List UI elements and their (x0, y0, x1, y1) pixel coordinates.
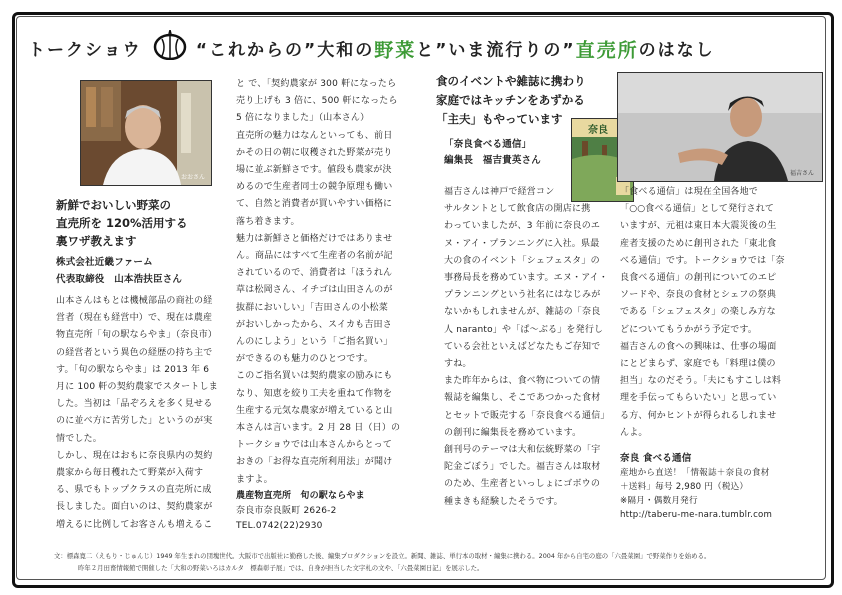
right-headline-line: 食のイベントや雑誌に携わり (436, 74, 586, 88)
body-line: すね。 (444, 359, 472, 370)
body-line: 落ち着きます。 (236, 216, 300, 227)
left-headline-line: 直売所を 120%活用する (56, 216, 188, 230)
body-line: 山本さんはもとは機械部品の商社の経 (56, 296, 213, 306)
body-line: 大の食のイベント「シェフェスタ」の (444, 255, 600, 266)
title-highlight-direct-shop: 直売所 (575, 39, 639, 62)
body-line: にとどまらず、家庭でも「料理は僕の (620, 359, 776, 370)
body-line: の経営者という異色の経歴の持ち主で (56, 347, 213, 358)
left-headline-line: 裏ワザ教えます (56, 234, 137, 248)
body-line: 陀金ごぼう」でした。福吉さんは取材 (444, 462, 601, 473)
body-line: ん。商品にはすべて生産者の名前が記 (236, 251, 393, 262)
body-line: である「シェフェスタ」の楽しみ方な (620, 307, 776, 318)
body-line: めるので生産者同士の競争原理も働い (236, 182, 393, 193)
speaker-magazine: 「奈良食べる通信」 (444, 139, 532, 150)
body-line: なり、知恵を絞り工夫を重ねて作物を (236, 388, 393, 399)
body-line: る方、何かヒントが得られるしれませ (620, 410, 777, 421)
body-line: トークショウでは山本さんからとって (236, 440, 393, 451)
speaker-name: 編集長 福吉貴英さん (444, 155, 542, 166)
right-headline-line: 「主夫」もやっています (436, 112, 563, 126)
author-footer (54, 550, 814, 574)
magazine-info-line: 産地から直送！「情報誌＋奈良の食材 (620, 468, 770, 478)
middle-body (236, 76, 416, 489)
body-line: しかし、現在はおもに奈良県内の契約 (56, 450, 213, 461)
title-prefix: トークショウ (28, 40, 142, 61)
body-line: て、自然と消費者が買いやすい価格に (236, 199, 393, 210)
right-body-a (444, 184, 620, 511)
body-line: のに並べ方に苦労した」というのが実 (56, 416, 213, 427)
melon-icon (153, 30, 187, 71)
body-line: のため、生産者といっしょにゴボウの (444, 479, 601, 490)
title-part3: のはなし (638, 40, 715, 61)
body-line: 長しました。面白いのは、契約農家が (56, 502, 213, 513)
body-line: 報誌を編集し、そこであつかった食材 (444, 393, 601, 404)
body-line: ができるのも魅力のひとつです。 (236, 354, 374, 365)
body-line: かその日の朝に収穫された野菜が売り (236, 147, 393, 158)
body-line: 直売所の魅力はなんといっても、前日 (236, 130, 393, 141)
body-line: いますが、元祖は東日本大震災後の生 (620, 221, 777, 232)
body-line: ソードや、奈良の食材とシェフの祭典 (620, 290, 777, 301)
body-line: 産者支援のために創刊された「東北食 (620, 238, 777, 249)
body-line: る、県でもトップクラスの直売所に成 (56, 485, 212, 496)
title-part1: “これからの”大和の (195, 40, 375, 61)
body-line: 農家から毎日穫れたて野菜が入荷す (56, 468, 204, 479)
body-line: 魅力は新鮮さと価格だけではありませ (236, 233, 393, 244)
title-part2: と”いま流行りの” (416, 40, 576, 61)
shop-info (236, 489, 416, 534)
body-line: んのにしよう」という「ご指名買い」 (236, 337, 393, 348)
body-line: わっていましたが、3 年前に奈良のエ (444, 221, 601, 232)
body-line: ますよ。 (236, 474, 273, 485)
body-line: 営者（現在も経営中）で、現在は農産 (56, 313, 213, 324)
body-line: どについてもうかがう予定です。 (620, 324, 758, 335)
body-line: プランニングという社名にはなじみが (444, 290, 601, 301)
body-line: 事務局長を務めています。エヌ・アイ・ (444, 273, 609, 284)
body-line: 増えるに比例してお客さんも増えるこ (56, 519, 213, 530)
body-line: 売り上げも 3 倍に、500 軒になったら (236, 96, 398, 107)
left-headline-line: 新鮮でおいしい野菜の (56, 198, 171, 212)
body-line: 「○○食べる通信」として発行されて (620, 204, 775, 215)
right-headline-line: 家庭ではキッチンをあずかる (436, 93, 585, 107)
body-line: サルタントとして飲食店の開店に携 (444, 204, 591, 215)
body-line: おきの「お得な直売所利用法」が聞け (236, 457, 393, 468)
body-line: 理を手伝ってもらいたい」と思ってい (620, 393, 777, 404)
body-line: ヌ・アイ・プランニングに入社。県最 (444, 238, 600, 249)
body-line: されているので、消費者は「ほうれん (236, 268, 393, 279)
left-body (56, 293, 228, 534)
body-line: また昨年からは、食べ物についての情 (444, 376, 601, 387)
footer-line: 昨年２月田畜情報館で開催した「大和の野菜いろはカルタ 標森彰子展」では、自身が担当した文字札の文や、「六畳菜園日記」を展示した。 (78, 564, 484, 572)
magazine-info-title: 奈良 食べる通信 (620, 453, 692, 464)
body-line: とセットで販売する「奈良食べる通信」 (444, 410, 610, 421)
right-speaker (444, 137, 574, 169)
yamamoto-photo-caption: おおさん (180, 174, 205, 181)
body-line: 創刊号のテーマは大和伝統野菜の「宇 (444, 445, 601, 456)
magazine-title: 奈良 (588, 125, 608, 136)
body-line: 「食べる通信」は現在全国各地で (620, 187, 759, 197)
left-headline (56, 196, 226, 250)
body-line: べる通信」です。トークショウでは「奈 (620, 255, 785, 266)
footer-line: 文：標森寛二（えもり・じゅんじ）1949 年生まれの団塊世代。大阪市で出版社に勤務した後、編集プロダクションを設立。新聞、雑誌、単行本の取材・編集に携わる。2004 年から自宅の庭の「六畳菜園」で野菜作りを始める。 (54, 552, 711, 560)
body-line: 物直売所「旬の駅ならやま」（奈良市） (56, 330, 218, 341)
body-line: 草は松岡さん、イチゴは山田さんのが (236, 285, 393, 296)
body-line: 抜群においしい」「吉田さんの小松菜 (236, 302, 388, 313)
body-line: んよ。 (620, 427, 648, 438)
body-line: ないかもしれませんが、雑誌の「奈良 (444, 307, 601, 318)
body-line: 情でした。 (56, 433, 103, 444)
body-line: 場に並ぶ新鮮さです。値段も農家が決 (236, 165, 392, 176)
shop-tel: TEL.0742(22)2930 (236, 521, 323, 531)
body-line: ている会社といえばどなたもご存知で (444, 341, 601, 352)
magazine-info (620, 452, 816, 522)
body-line: がおいしかったから、スイカも吉田さ (236, 319, 392, 330)
body-line: した。当初は「品ぞろえを多く見せる (56, 399, 213, 410)
body-line: 福吉さんは神戸で経営コン (444, 187, 555, 197)
body-line: 良食べる通信」の創刊についてのエピ (620, 273, 777, 284)
body-line: 福吉さんの食への興味は、仕事の場面 (620, 341, 777, 352)
body-line: 担当」なのだそう。「夫にもすこしは料 (620, 376, 782, 387)
body-line: 人 naranto」や「ぱ～ぶる」を発行し (444, 324, 604, 335)
magazine-info-line: ＋送料」毎号 2,980 円（税込） (620, 482, 749, 492)
fukuyoshi-photo-caption: 福吉さん (789, 170, 814, 177)
speaker-name: 代表取締役 山本浩扶臣さん (56, 274, 183, 285)
left-speaker (56, 254, 226, 288)
title-highlight-vegetables: 野菜 (374, 39, 417, 62)
magazine-info-line: ※隔月・偶数月発行 (620, 496, 698, 506)
fukuyoshi-photo (617, 72, 823, 182)
body-line: 種まきも経験したそうです。 (444, 496, 563, 507)
body-line: 月に 100 軒の契約農家でスタートしま (56, 382, 218, 393)
right-body-b (620, 184, 810, 442)
body-line: す。「旬の駅ならやま」は 2013 年 6 (56, 364, 210, 375)
magazine-url: http://taberu-me-nara.tumblr.com (620, 510, 773, 520)
shop-name: 農産物直売所 旬の駅ならやま (236, 491, 365, 501)
shop-address: 奈良市奈良阪町 2626-2 (236, 506, 337, 516)
body-line: と で、「契約農家が 300 軒になったら (236, 79, 397, 89)
title-bar (28, 30, 818, 62)
body-line: の創刊に編集長を務めています。 (444, 427, 582, 438)
yamamoto-photo (80, 80, 212, 186)
speaker-company: 株式会社近畿ファーム (56, 257, 153, 268)
body-line: このご指名買いは契約農家の励みにも (236, 371, 393, 382)
body-line: 生産する元気な農家が増えていると山 (236, 405, 393, 416)
body-line: 本さんは言います。2 月 28 日（日）の (236, 423, 401, 434)
body-line: 5 倍になりました」（山本さん） (236, 113, 370, 124)
